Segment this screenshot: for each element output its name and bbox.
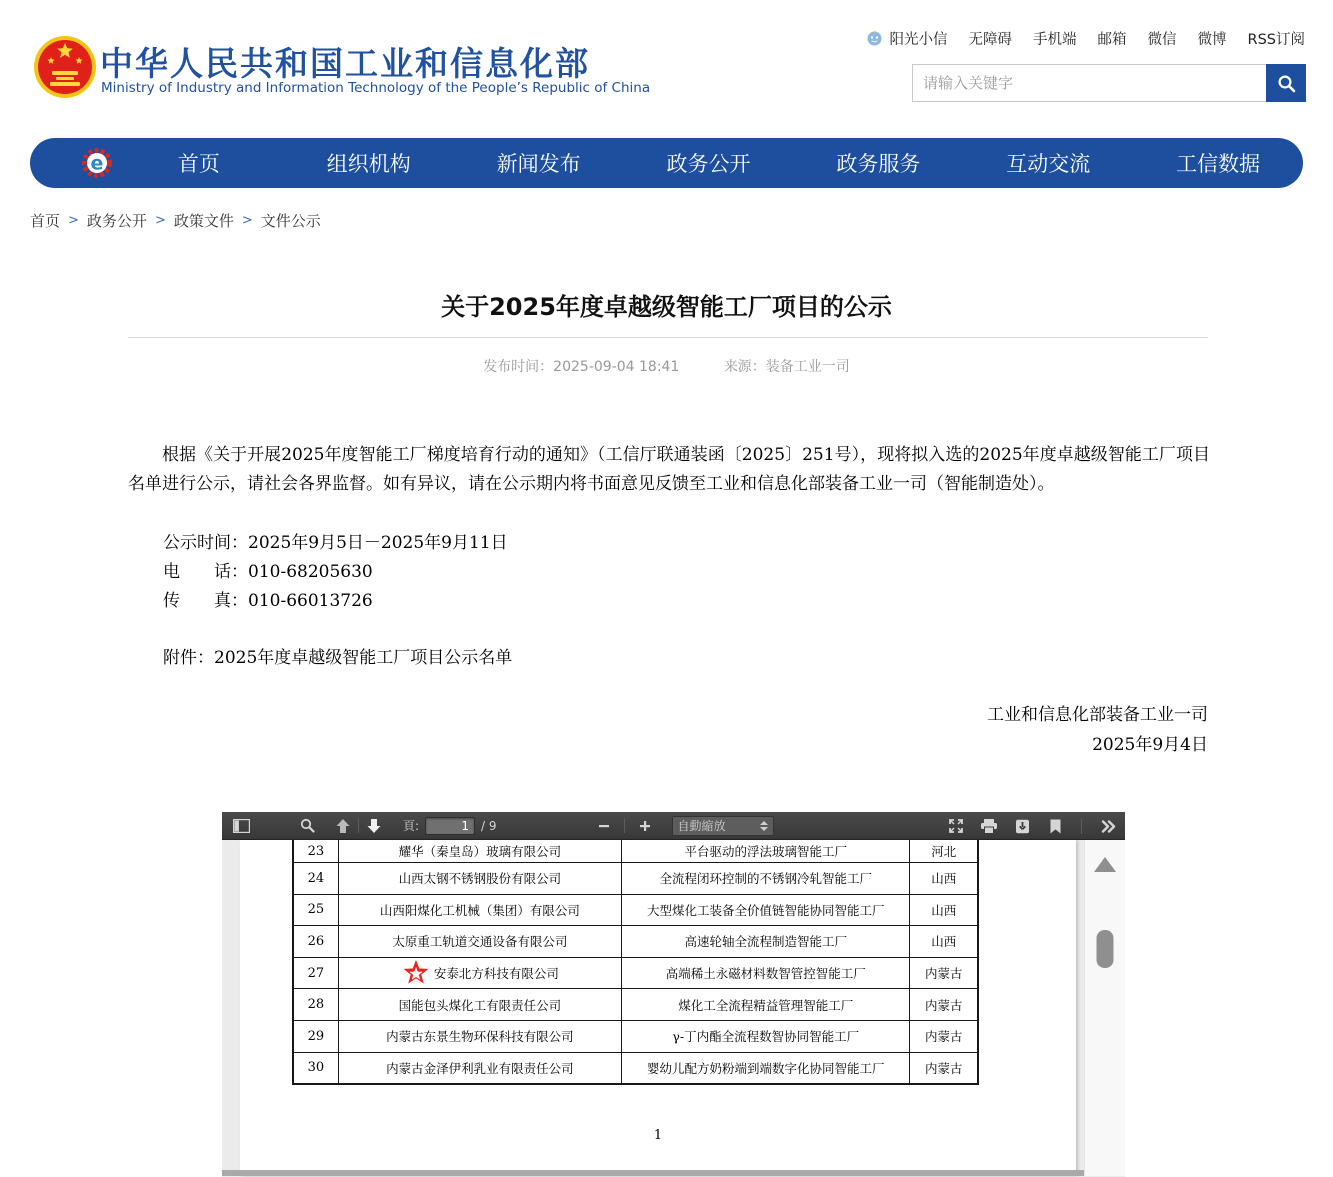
- cell-no: 26: [294, 926, 339, 957]
- cell-no: 28: [294, 989, 339, 1020]
- cell-company: 内蒙古东景生物环保科技有限公司: [339, 1021, 622, 1052]
- pdf-table: [292, 840, 979, 1085]
- previous-page-button[interactable]: [332, 815, 354, 837]
- article-paragraph: 根据《关于开展2025年度智能工厂梯度培育行动的通知》（工信厅联通装函〔2025〕251号），现将拟入选的2025年度卓越级智能工厂项目名单进行公示，请社会各界监督。如有异议，请在公示期内将书面意见反馈至工业和信息化部装备工业一司（智能制造处）。: [128, 445, 1210, 494]
- article-meta: [0, 356, 1333, 376]
- cell-company: 山西太钢不锈钢股份有限公司: [339, 863, 622, 894]
- cell-no: 25: [294, 895, 339, 926]
- cell-company: 太原重工轨道交通设备有限公司: [339, 926, 622, 957]
- cell-project: 婴幼儿配方奶粉端到端数字化协同智能工厂: [622, 1053, 910, 1084]
- plus-icon: [639, 820, 651, 832]
- quick-link-6[interactable]: RSS订阅: [1247, 32, 1305, 48]
- table-row: [294, 894, 977, 926]
- pdf-vertical-scrollbar[interactable]: [1084, 840, 1125, 1176]
- sidebar-toggle-button[interactable]: [230, 815, 252, 837]
- main-nav: [30, 138, 1303, 188]
- page-number-input[interactable]: [425, 817, 475, 835]
- nav-item-6[interactable]: 工信数据: [1176, 152, 1261, 176]
- site-title: 中华人民共和国工业和信息化部: [100, 44, 590, 83]
- table-row: [294, 957, 977, 989]
- next-page-button[interactable]: [363, 815, 385, 837]
- fullscreen-icon: [948, 818, 964, 834]
- pdf-viewer: [222, 812, 1125, 1177]
- breadcrumb-item-2[interactable]: 政策文件: [173, 212, 234, 230]
- bookmark-button[interactable]: [1044, 815, 1066, 837]
- cell-province: 内蒙古: [924, 1029, 963, 1045]
- presentation-mode-button[interactable]: [945, 815, 967, 837]
- nav-item-0[interactable]: 首页: [177, 152, 220, 176]
- arrow-down-icon: [366, 818, 382, 834]
- cell-province: 内蒙古: [924, 966, 963, 982]
- sidebar-toggle-icon: [233, 819, 250, 833]
- print-button[interactable]: [978, 815, 1000, 837]
- table-row: [294, 1052, 977, 1084]
- page-label: 頁:: [403, 819, 420, 833]
- cell-project: 高速轮轴全流程制造智能工厂: [622, 926, 910, 957]
- find-button[interactable]: [296, 815, 318, 837]
- bookmark-icon: [1050, 819, 1061, 834]
- cell-no: 29: [294, 1021, 339, 1052]
- zoom-in-button[interactable]: [634, 815, 656, 837]
- cell-no: 27: [294, 958, 339, 989]
- cell-company: 内蒙古金泽伊利乳业有限责任公司: [339, 1053, 622, 1084]
- breadcrumb-item-1[interactable]: 政务公开: [86, 212, 147, 230]
- search-input[interactable]: [912, 64, 1266, 102]
- red-star-annotation-icon: [401, 958, 431, 988]
- table-row: [294, 862, 977, 894]
- cell-province: 内蒙古: [924, 1060, 963, 1076]
- site-search: [912, 64, 1306, 102]
- notice-period: 公示时间：2025年9月5日－2025年9月11日: [163, 533, 508, 553]
- cell-project: 大型煤化工装备全价值链智能协同智能工厂: [622, 895, 910, 926]
- quick-link-5[interactable]: 微博: [1197, 32, 1227, 48]
- cell-company: 国能包头煤化工有限责任公司: [339, 989, 622, 1020]
- cell-province: 河北: [931, 844, 957, 859]
- print-icon: [980, 819, 998, 834]
- arrow-up-icon: [335, 818, 351, 834]
- cell-no: 23: [294, 840, 339, 862]
- cell-company: 山西阳煤化工机械（集团）有限公司: [339, 895, 622, 926]
- page-title: 关于2025年度卓越级智能工厂项目的公示: [441, 293, 892, 321]
- cell-project: 平台驱动的浮法玻璃智能工厂: [622, 840, 910, 862]
- table-row: [294, 988, 977, 1020]
- zoom-out-button[interactable]: [593, 815, 615, 837]
- nav-items: [114, 148, 1303, 178]
- quick-links: [866, 28, 1305, 49]
- cell-province: 山西: [931, 934, 957, 950]
- zoom-mode-value: 自動縮放: [677, 819, 726, 833]
- search-icon: [1277, 74, 1296, 93]
- table-row: [294, 840, 977, 862]
- quick-link-1[interactable]: 无障碍: [968, 32, 1013, 48]
- pdf-page-number: 1: [653, 1128, 663, 1143]
- svg-text:e: e: [90, 152, 104, 175]
- pdf-body: [222, 840, 1125, 1176]
- article-source: 来源：装备工业一司: [723, 359, 850, 375]
- zoom-mode-select[interactable]: [672, 816, 774, 836]
- signer: 工业和信息化部装备工业一司: [987, 705, 1208, 725]
- cell-project: 高端稀土永磁材料数智管控智能工厂: [622, 958, 910, 989]
- cell-project: 煤化工全流程精益管理智能工厂: [622, 989, 910, 1020]
- miit-gear-icon: [80, 146, 114, 180]
- publish-time: 发布时间：2025-09-04 18:41: [483, 359, 680, 375]
- table-row: [294, 1020, 977, 1052]
- cell-no: 24: [294, 863, 339, 894]
- quick-link-0[interactable]: 阳光小信: [889, 32, 948, 48]
- quick-link-2[interactable]: 手机端: [1033, 32, 1077, 48]
- table-row: [294, 925, 977, 957]
- site-subtitle: Ministry of Industry and Information Technology of the People’s Republic of China: [101, 80, 651, 96]
- breadcrumb-item-3[interactable]: 文件公示: [260, 212, 321, 230]
- double-chevron-icon: [1101, 820, 1116, 833]
- sign-date: 2025年9月4日: [1092, 735, 1208, 755]
- pdf-horizontal-scrollbar[interactable]: [222, 1170, 1084, 1176]
- breadcrumb-separator: >: [241, 213, 253, 228]
- nav-item-1[interactable]: 组织机构: [326, 152, 411, 176]
- quick-link-3[interactable]: 邮箱: [1097, 32, 1127, 48]
- attachment-line[interactable]: 附件：2025年度卓越级智能工厂项目公示名单: [163, 648, 513, 668]
- breadcrumb-item-0[interactable]: 首页: [30, 212, 61, 230]
- cell-company: 耀华（秦皇岛）玻璃有限公司: [339, 840, 622, 862]
- scrollbar-thumb[interactable]: [1097, 930, 1114, 968]
- nav-item-2[interactable]: 新闻发布: [496, 152, 581, 176]
- title-divider: [128, 337, 1208, 338]
- contact-phone: 电 话：010-68205630: [163, 562, 373, 582]
- quick-link-4[interactable]: 微信: [1147, 32, 1177, 48]
- breadcrumb: [30, 210, 321, 231]
- download-button[interactable]: [1011, 815, 1033, 837]
- cell-project: γ-丁内酯全流程数智协同智能工厂: [622, 1021, 910, 1052]
- cell-province: 山西: [931, 871, 957, 887]
- search-button[interactable]: [1266, 64, 1306, 102]
- cell-province: 内蒙古: [924, 997, 963, 1013]
- national-emblem-logo: [33, 35, 97, 99]
- contact-fax: 传 真：010-66013726: [163, 591, 373, 611]
- nav-item-3[interactable]: 政务公开: [666, 152, 751, 176]
- toolbar-more-button[interactable]: [1097, 815, 1119, 837]
- nav-item-5[interactable]: 互动交流: [1006, 152, 1091, 176]
- cell-company: 安泰北方科技有限公司: [339, 958, 622, 989]
- scroll-up-arrow[interactable]: [1094, 857, 1116, 872]
- find-icon: [300, 818, 315, 833]
- download-icon: [1015, 819, 1030, 834]
- breadcrumb-separator: >: [68, 213, 79, 228]
- nav-item-4[interactable]: 政务服务: [836, 152, 921, 176]
- cell-province: 山西: [931, 902, 957, 918]
- breadcrumb-separator: >: [154, 213, 166, 228]
- mascot-icon: [866, 30, 883, 47]
- cell-no: 30: [294, 1053, 339, 1084]
- page-count: / 9: [481, 818, 497, 833]
- select-caret-icon: [760, 821, 768, 831]
- minus-icon: [598, 820, 610, 832]
- pdf-toolbar: [222, 812, 1125, 840]
- cell-project: 全流程闭环控制的不锈钢冷轧智能工厂: [622, 863, 910, 894]
